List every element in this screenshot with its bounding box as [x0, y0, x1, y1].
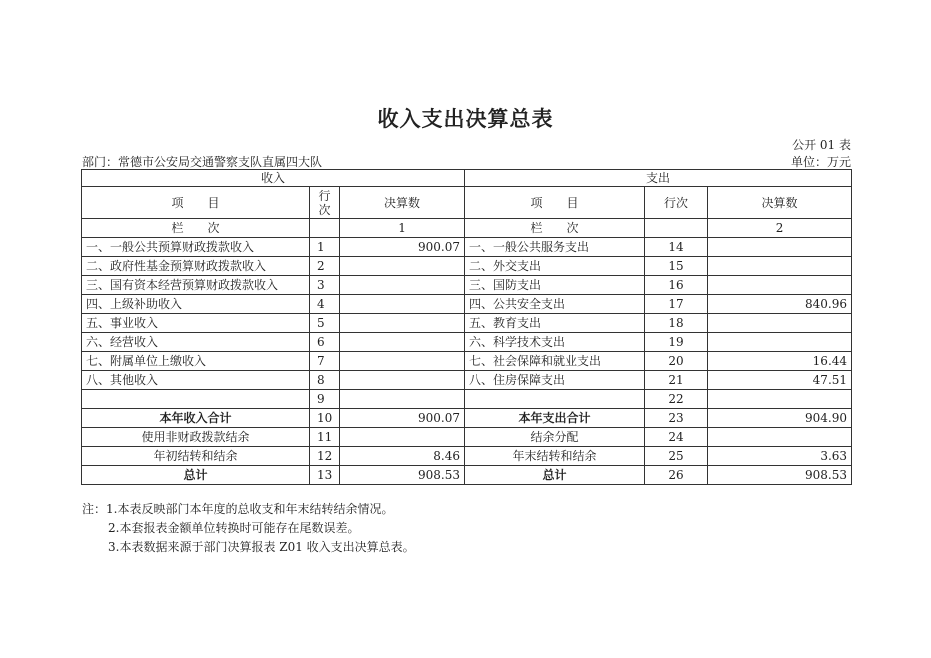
expense-line-no: 25 [645, 447, 708, 466]
expense-amount: 904.90 [708, 409, 852, 428]
form-number: 公开 01 表 [792, 138, 851, 152]
expense-col-label: 栏 次 [465, 219, 645, 238]
income-amount [340, 295, 465, 314]
expense-amount [708, 276, 852, 295]
expense-amount-header: 决算数 [708, 187, 852, 219]
income-col-label: 栏 次 [82, 219, 310, 238]
column-header-row [82, 187, 852, 219]
expense-line-no: 14 [645, 238, 708, 257]
income-section-header: 收入 [82, 170, 465, 187]
department-label: 部门：常德市公安局交通警察支队直属四大队 [82, 155, 323, 169]
income-col-line-empty [310, 219, 340, 238]
expense-line-no: 21 [645, 371, 708, 390]
expense-item: 六、科学技术支出 [465, 333, 645, 352]
expense-col-number: 2 [708, 219, 852, 238]
income-amount [340, 314, 465, 333]
income-line-no: 1 [310, 238, 340, 257]
expense-amount: 840.96 [708, 295, 852, 314]
income-line-no: 5 [310, 314, 340, 333]
page-title: 收入支出决算总表 [377, 106, 554, 131]
income-line-no: 12 [310, 447, 340, 466]
expense-line-no: 23 [645, 409, 708, 428]
table-row [82, 238, 852, 257]
income-amount [340, 390, 465, 409]
expense-item: 七、社会保障和就业支出 [465, 352, 645, 371]
income-amount: 8.46 [340, 447, 465, 466]
income-amount [340, 428, 465, 447]
income-line-no: 10 [310, 409, 340, 428]
expense-amount [708, 238, 852, 257]
income-line-no: 9 [310, 390, 340, 409]
column-index-row [82, 219, 852, 238]
income-item: 二、政府性基金预算财政拨款收入 [82, 257, 310, 276]
income-amount: 900.07 [340, 409, 465, 428]
notes [82, 500, 415, 557]
income-item: 八、其他收入 [82, 371, 310, 390]
expense-item: 一、一般公共服务支出 [465, 238, 645, 257]
section-header-row [82, 170, 852, 187]
expense-line-no: 15 [645, 257, 708, 276]
expense-summary-item: 年末结转和结余 [465, 447, 645, 466]
expense-item: 二、外交支出 [465, 257, 645, 276]
summary-row [82, 428, 852, 447]
income-item: 一、一般公共预算财政拨款收入 [82, 238, 310, 257]
expense-item: 三、国防支出 [465, 276, 645, 295]
income-item [82, 390, 310, 409]
income-line-no: 3 [310, 276, 340, 295]
income-line-no: 7 [310, 352, 340, 371]
income-line-no: 13 [310, 466, 340, 485]
expense-amount: 47.51 [708, 371, 852, 390]
income-line-header: 行 次 [310, 187, 340, 219]
expense-amount: 16.44 [708, 352, 852, 371]
note-line: 注：1.本表反映部门本年度的总收支和年末结转结余情况。 [82, 502, 394, 516]
income-summary-item: 本年收入合计 [82, 409, 310, 428]
note-line: 2.本套报表金额单位转换时可能存在尾数误差。 [108, 521, 360, 535]
expense-item: 四、公共安全支出 [465, 295, 645, 314]
note-line: 3.本表数据来源于部门决算报表 Z01 收入支出决算总表。 [108, 540, 415, 554]
income-amount [340, 333, 465, 352]
expense-line-no: 26 [645, 466, 708, 485]
expense-amount [708, 333, 852, 352]
expense-amount [708, 257, 852, 276]
table-row [82, 314, 852, 333]
expense-line-no: 20 [645, 352, 708, 371]
expense-amount [708, 428, 852, 447]
income-item: 六、经营收入 [82, 333, 310, 352]
expense-amount: 3.63 [708, 447, 852, 466]
unit-label: 单位：万元 [790, 155, 851, 169]
expense-line-no: 16 [645, 276, 708, 295]
income-item: 七、附属单位上缴收入 [82, 352, 310, 371]
income-amount: 900.07 [340, 238, 465, 257]
table-row [82, 333, 852, 352]
expense-line-no: 17 [645, 295, 708, 314]
income-item-header: 项 目 [82, 187, 310, 219]
expense-item-header: 项 目 [465, 187, 645, 219]
expense-summary-item: 结余分配 [465, 428, 645, 447]
expense-amount: 908.53 [708, 466, 852, 485]
income-summary-item: 年初结转和结余 [82, 447, 310, 466]
income-summary-item: 总计 [82, 466, 310, 485]
income-line-no: 4 [310, 295, 340, 314]
table-row [82, 371, 852, 390]
expense-item: 八、住房保障支出 [465, 371, 645, 390]
income-col-number: 1 [340, 219, 465, 238]
income-item: 四、上级补助收入 [82, 295, 310, 314]
table-row [82, 295, 852, 314]
income-amount [340, 352, 465, 371]
expense-line-no: 24 [645, 428, 708, 447]
income-amount [340, 257, 465, 276]
expense-amount [708, 390, 852, 409]
expense-col-line-empty [645, 219, 708, 238]
income-amount-header: 决算数 [340, 187, 465, 219]
income-line-no: 6 [310, 333, 340, 352]
income-summary-item: 使用非财政拨款结余 [82, 428, 310, 447]
income-line-no: 8 [310, 371, 340, 390]
income-line-no: 11 [310, 428, 340, 447]
table-row [82, 352, 852, 371]
income-amount [340, 371, 465, 390]
income-amount [340, 276, 465, 295]
expense-line-no: 22 [645, 390, 708, 409]
income-amount: 908.53 [340, 466, 465, 485]
table-row [82, 276, 852, 295]
expense-line-no: 19 [645, 333, 708, 352]
expense-amount [708, 314, 852, 333]
income-expense-table [81, 169, 852, 485]
income-line-no: 2 [310, 257, 340, 276]
summary-row [82, 466, 852, 485]
expense-item [465, 390, 645, 409]
summary-row [82, 409, 852, 428]
table-row [82, 390, 852, 409]
expense-line-header: 行次 [645, 187, 708, 219]
expense-section-header: 支出 [465, 170, 852, 187]
expense-summary-item: 本年支出合计 [465, 409, 645, 428]
income-item: 五、事业收入 [82, 314, 310, 333]
expense-summary-item: 总计 [465, 466, 645, 485]
income-item: 三、国有资本经营预算财政拨款收入 [82, 276, 310, 295]
expense-line-no: 18 [645, 314, 708, 333]
expense-item: 五、教育支出 [465, 314, 645, 333]
table-row [82, 257, 852, 276]
summary-row [82, 447, 852, 466]
